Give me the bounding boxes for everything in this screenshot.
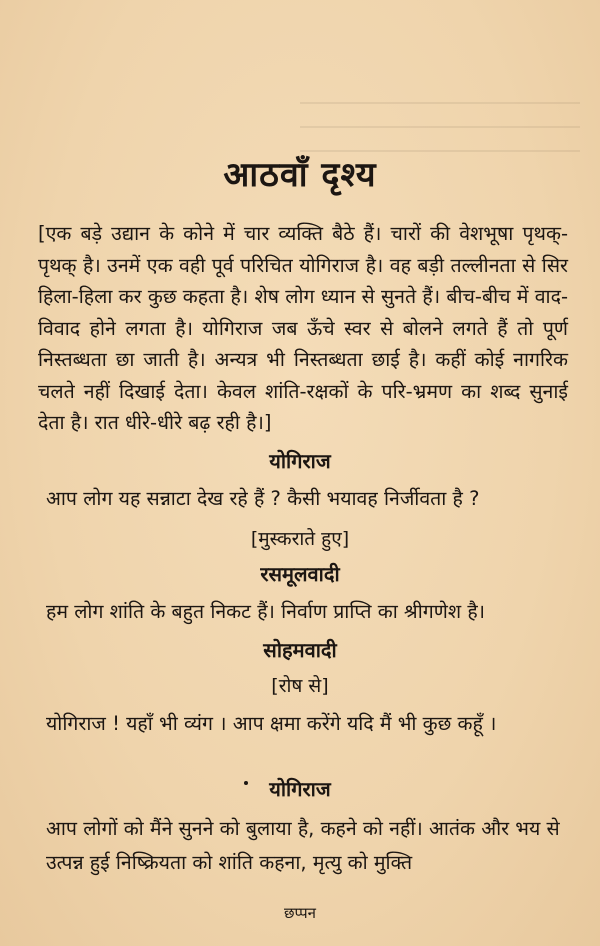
- speaker-name: सोहमवादी: [263, 638, 337, 662]
- speaker-name: रसमूलवादी: [260, 562, 340, 586]
- stage-direction-inline: [मुस्कराते हुए]: [250, 528, 350, 550]
- speaker-name: योगिराज: [269, 777, 331, 801]
- chapter-title: आठवाँ दृश्य: [223, 155, 377, 195]
- stage-direction: [एक बड़े उद्यान के कोने में चार व्यक्ति बैठे हैं। चारों की वेशभूषा पृथक्-पृथक् है। उनमें एक वही पूर्व परिचित योगिराज है। वह बड़ी तल्लीनता से सिर हिला-हिला कर कुछ कहता है। शेष लोग ध्यान से सुनते हैं। बीच-बीच में वाद-विवाद होने लगता है। योगिराज जब ऊँचे स्वर से बोलने लगते हैं तो पूर्ण निस्तब्धता छा जाती है। अन्यत्र भी निस्तब्धता छाई है। कहीं कोई नागरिक चलते नहीं दिखाई देता। केवल शांति-रक्षकों के परि-भ्रमण का शब्द सुनाई देता है। रात धीरे-धीरे बढ़ रही है।]: [38, 222, 568, 434]
- speaker-name: योगिराज: [269, 449, 331, 473]
- stage-direction-inline: [रोष से]: [271, 675, 329, 697]
- dialogue-line: योगिराज ! यहाँ भी व्यंग । आप क्षमा करेंगे यदि मैं भी कुछ कहूँ ।: [46, 712, 497, 735]
- dialogue-line: आप लोगों को मैंने सुनने को बुलाया है, कहने को नहीं। आतंक और भय से उत्पन्न हुई निष्क्रियता को शांति कहना, मृत्यु को मुक्ति: [46, 817, 560, 874]
- dialogue-line: आप लोग यह सन्नाटा देख रहे हैं ? कैसी भयावह निर्जीवता है ?: [46, 487, 480, 510]
- dialogue-line: हम लोग शांति के बहुत निकट हैं। निर्वाण प्राप्ति का श्रीगणेश है।: [46, 600, 486, 623]
- page-number: छप्पन: [284, 904, 316, 922]
